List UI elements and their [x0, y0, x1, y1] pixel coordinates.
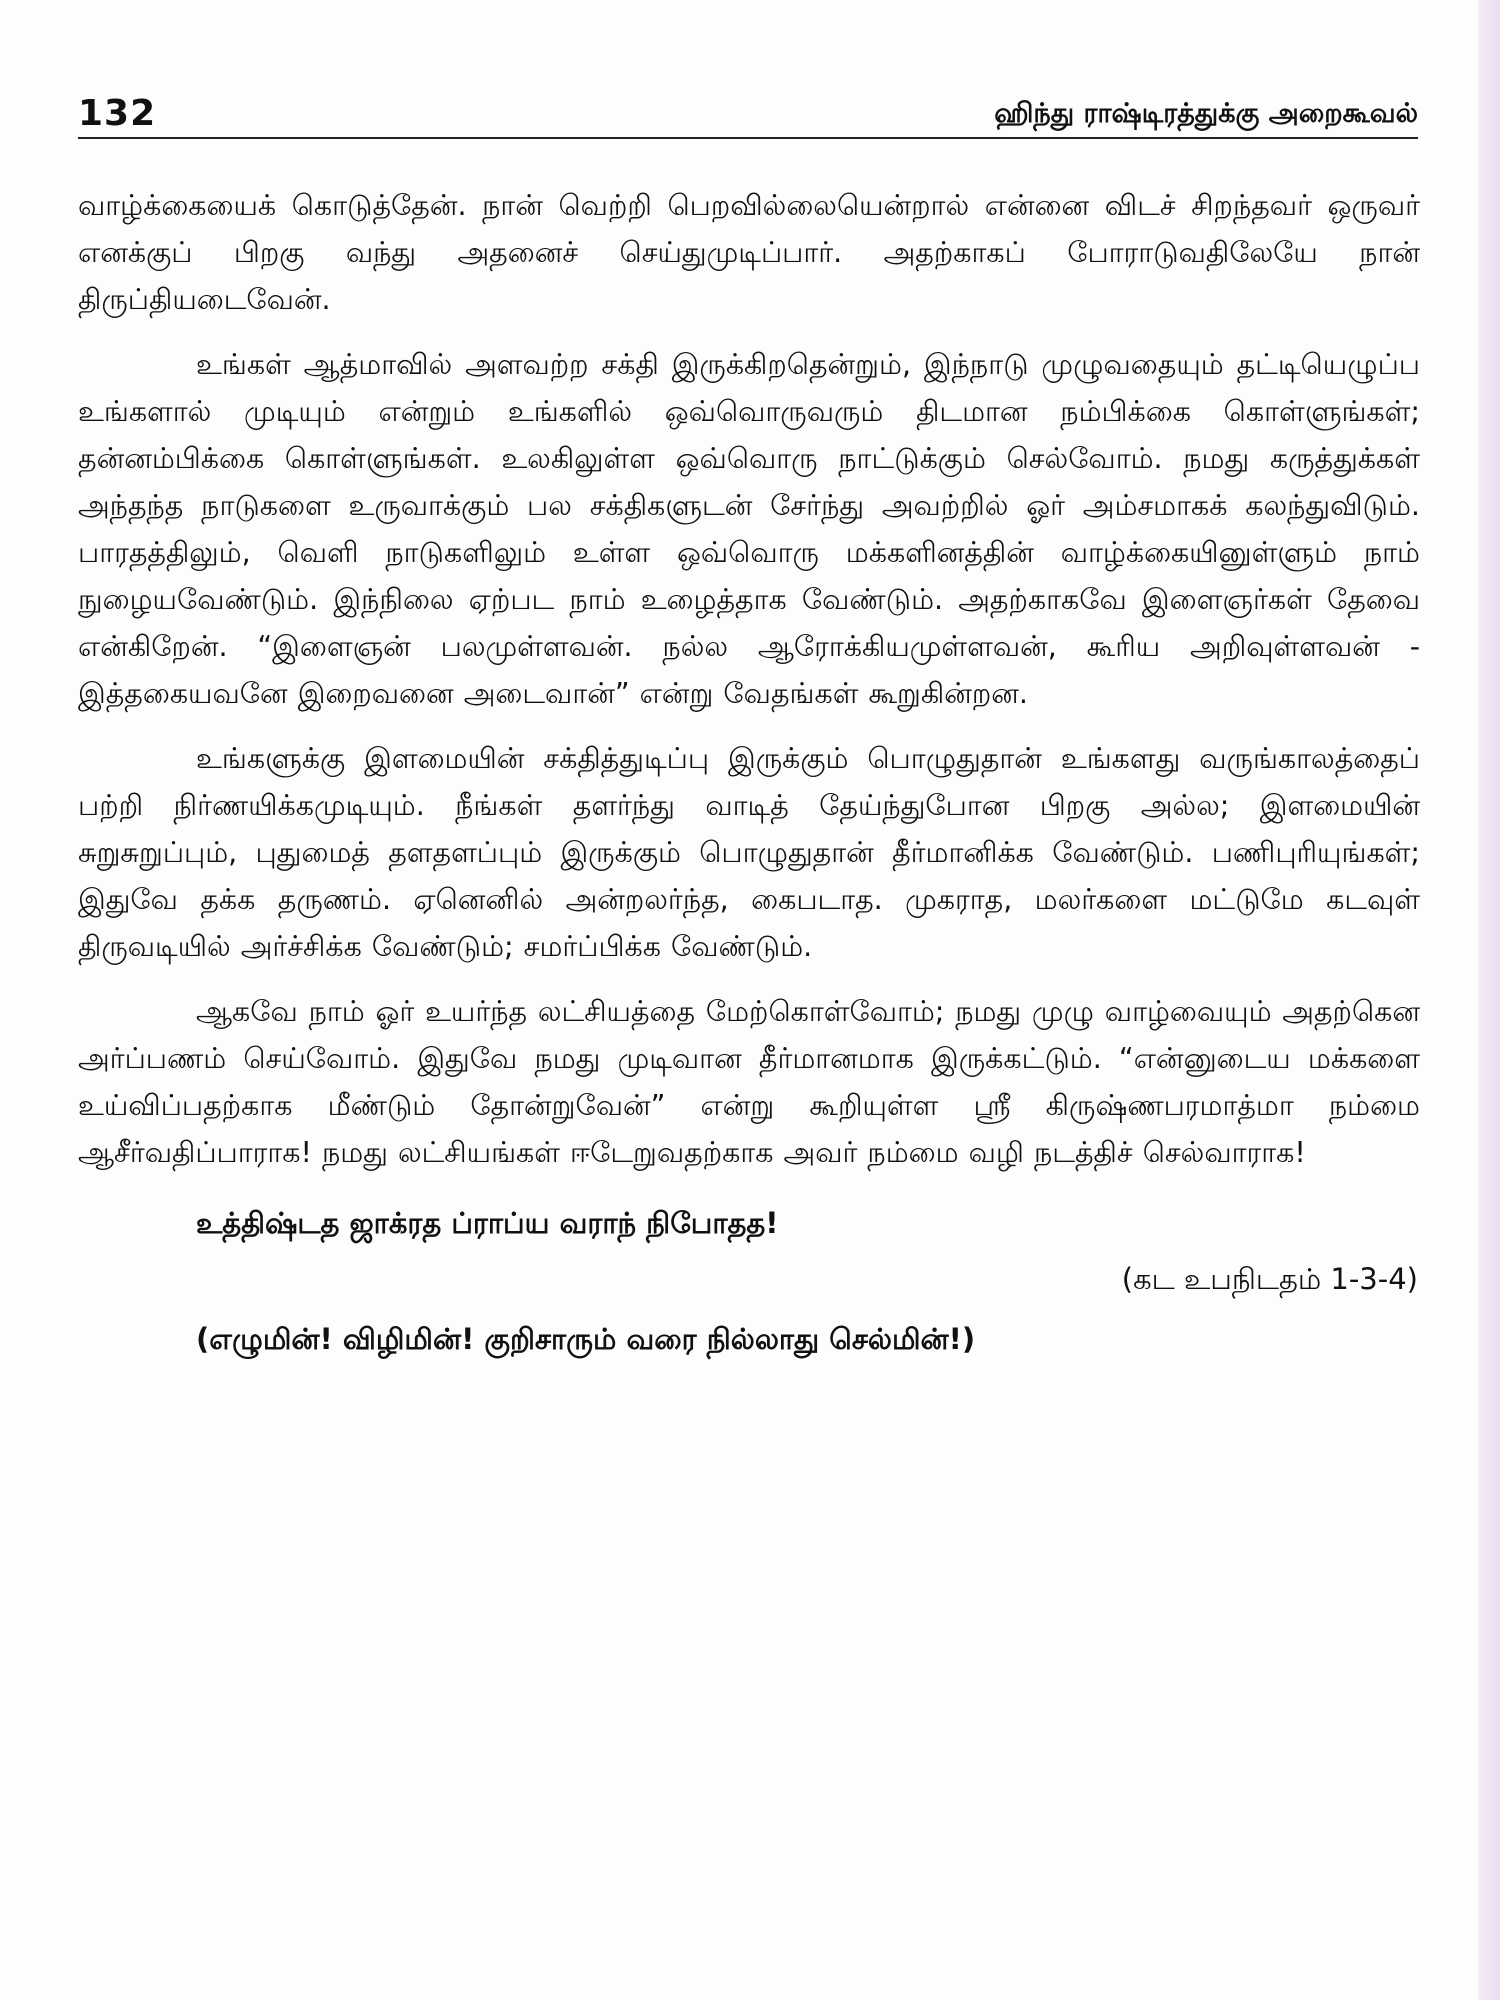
- page-header: [78, 92, 1418, 136]
- page-number: 132: [78, 93, 157, 134]
- body-text: [78, 182, 1420, 1364]
- header-divider: [78, 137, 1418, 139]
- paragraph: உங்கள் ஆத்மாவில் அளவற்ற சக்தி இருக்கிறதென்றும், இந்நாடு முழுவதையும் தட்டியெழுப்ப உங்களால் முடியும் என்றும் உங்களில் ஒவ்வொருவரும் திடமான நம்பிக்கை கொள்ளுங்கள்; தன்னம்பிக்கை கொள்ளுங்கள். உலகிலுள்ள ஒவ்வொரு நாட்டுக்கும் செல்வோம். நமது கருத்துக்கள் அந்தந்த நாடுகளை உருவாக்கும் பல சக்திகளுடன் சேர்ந்து அவற்றில் ஓர் அம்சமாகக் கலந்துவிடும். பாரதத்திலும், வெளி நாடுகளிலும் உள்ள ஒவ்வொரு மக்களினத்தின் வாழ்க்கையினுள்ளும் நாம் நுழையவேண்டும். இந்நிலை ஏற்பட நாம் உழைத்தாக வேண்டும். அதற்காகவே இளைஞர்கள் தேவை என்கிறேன். “இளைஞன் பலமுள்ளவன். நல்ல ஆரோக்கியமுள்ளவன், கூரிய அறிவுள்ளவன் - இத்தகையவனே இறைவனை அடைவான்” என்று வேதங்கள் கூறுகின்றன.: [78, 348, 1420, 710]
- mantra-translation: (எழுமின்! விழிமின்! குறிசாரும் வரை நில்லாது செல்மின்!): [196, 1322, 976, 1356]
- running-title: ஹிந்து ராஷ்டிரத்துக்கு அறைகூவல்: [994, 98, 1418, 129]
- paragraph: வாழ்க்கையைக் கொடுத்தேன். நான் வெற்றி பெறவில்லையென்றால் என்னை விடச் சிறந்தவர் ஒருவர் எனக்குப் பிறகு வந்து அதனைச் செய்துமுடிப்பார். அதற்காகப் போராடுவதிலேயே நான் திருப்தியடைவேன்.: [78, 189, 1420, 316]
- quote-source: (கட உபநிடதம் 1-3-4): [1121, 1262, 1418, 1296]
- paragraph: ஆகவே நாம் ஓர் உயர்ந்த லட்சியத்தை மேற்கொள்வோம்; நமது முழு வாழ்வையும் அதற்கென அர்ப்பணம் செய்வோம். இதுவே நமது முடிவான தீர்மானமாக இருக்கட்டும். “என்னுடைய மக்களை உய்விப்பதற்காக மீண்டும் தோன்றுவேன்” என்று கூறியுள்ள ஸ்ரீ கிருஷ்ணபரமாத்மா நம்மை ஆசீர்வதிப்பாராக! நமது லட்சியங்கள் ஈடேறுவதற்காக அவர் நம்மை வழி நடத்திச் செல்வாராக!: [78, 995, 1420, 1169]
- page-edge: [1478, 0, 1500, 2000]
- mantra-quote: உத்திஷ்டத ஜாக்ரத ப்ராப்ய வராந் நிபோதத!: [196, 1206, 779, 1240]
- paragraph: உங்களுக்கு இளமையின் சக்தித்துடிப்பு இருக்கும் பொழுதுதான் உங்களது வருங்காலத்தைப் பற்றி நிர்ணயிக்கமுடியும். நீங்கள் தளர்ந்து வாடித் தேய்ந்துபோன பிறகு அல்ல; இளமையின் சுறுசுறுப்பும், புதுமைத் தளதளப்பும் இருக்கும் பொழுதுதான் தீர்மானிக்க வேண்டும். பணிபுரியுங்கள்; இதுவே தக்க தருணம். ஏனெனில் அன்றலர்ந்த, கைபடாத. முகராத, மலர்களை மட்டுமே கடவுள் திருவடியில் அர்ச்சிக்க வேண்டும்; சமர்ப்பிக்க வேண்டும்.: [78, 742, 1420, 963]
